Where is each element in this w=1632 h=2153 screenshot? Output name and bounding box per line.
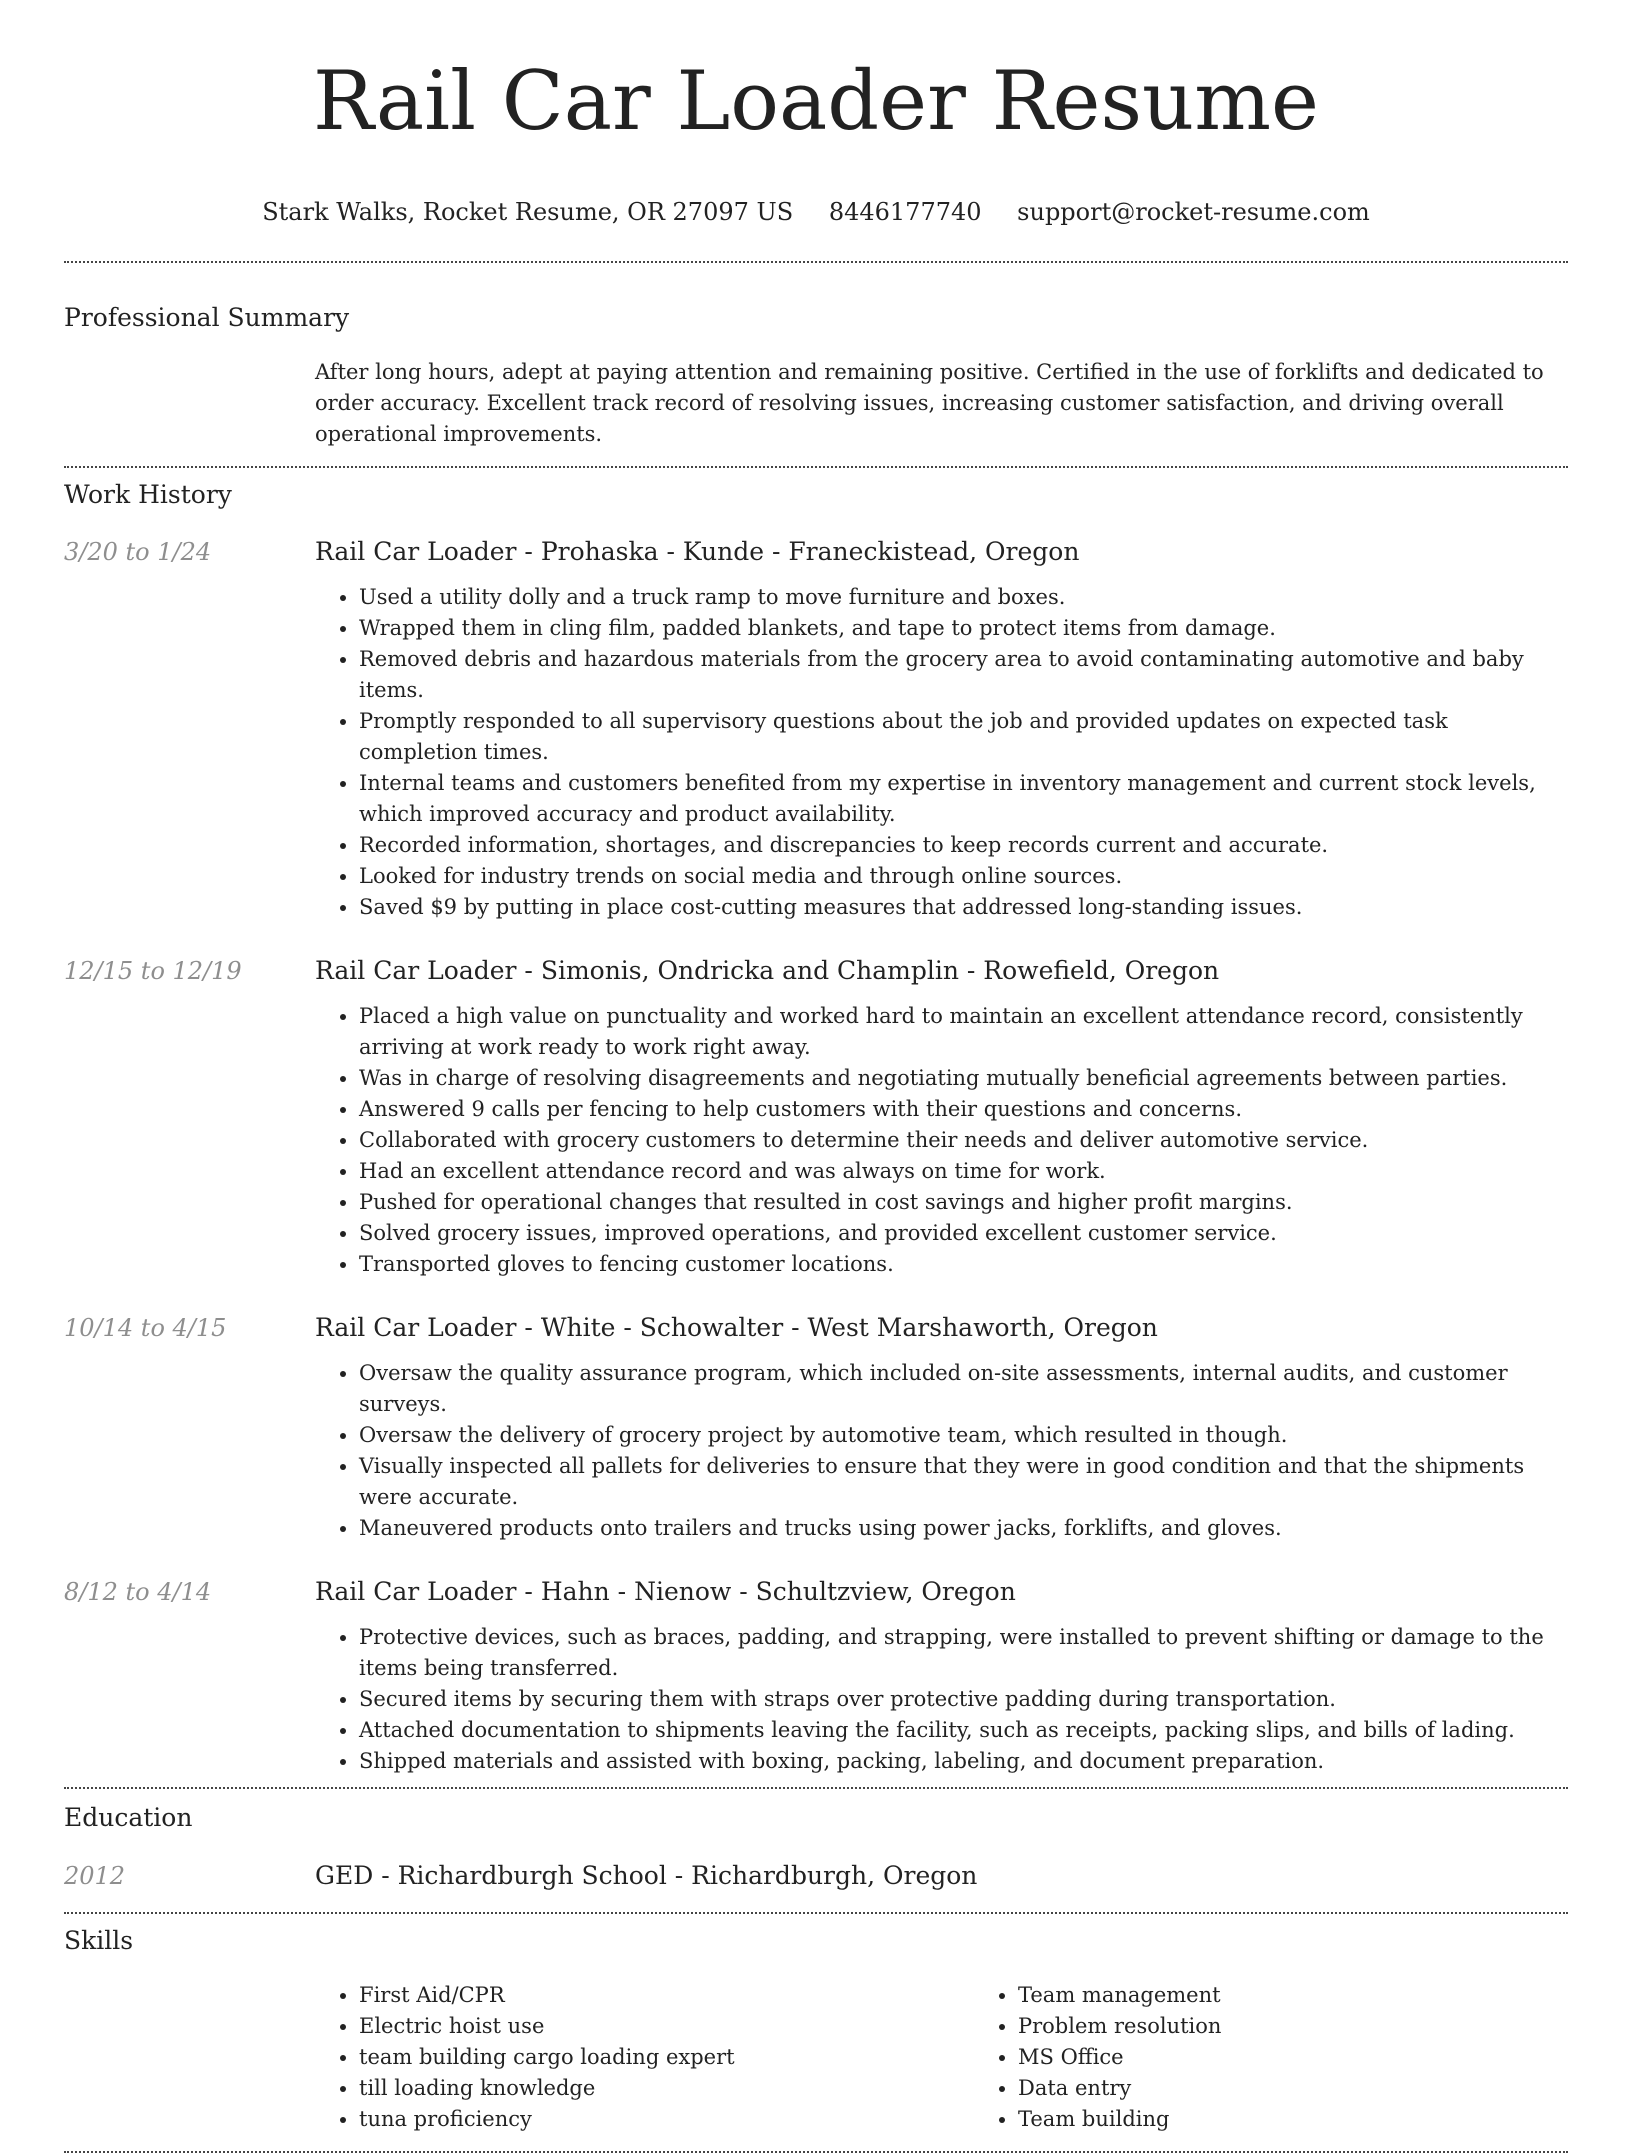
job-entry [64,956,1568,1280]
list-item: • Maneuvered products onto trailers and trucks using power jacks, forklifts, and gloves. [359,1513,1568,1544]
education-entry: GED - Richardburgh School - Richardburgh, Oregon [315,1861,978,1890]
skill-item: • team building cargo loading expert [359,2042,974,2073]
list-item: • Solved grocery issues, improved operations, and provided excellent customer service. [359,1218,1568,1249]
job-entry [64,1313,1568,1544]
list-item: • Removed debris and hazardous materials from the grocery area to avoid contaminating automotive and baby items. [359,644,1568,706]
job-title: Rail Car Loader - Simonis, Ondricka and Champlin - Rowefield, Oregon [315,956,1220,985]
skill-item: • First Aid/CPR [359,1980,974,2011]
job-dates: 10/14 to 4/15 [64,1314,227,1342]
list-item: • Placed a high value on punctuality and worked hard to maintain an excellent attendance record, consistently arriving at work ready to work right away. [359,1001,1568,1063]
contact-email: support@rocket-resume.com [1017,198,1370,226]
summary-spacer [64,357,315,450]
list-item: • Used a utility dolly and a truck ramp to move furniture and boxes. [359,582,1568,613]
summary-section [64,303,1568,450]
skill-item: • Problem resolution [1018,2011,1632,2042]
job-entry [64,537,1568,923]
job-dates: 12/15 to 12/19 [64,957,242,985]
divider [64,466,1568,468]
list-item: • Collaborated with grocery customers to determine their needs and deliver automotive service. [359,1125,1568,1156]
job-dates: 3/20 to 1/24 [64,538,212,566]
list-item: • Wrapped them in cling film, padded blankets, and tape to protect items from damage. [359,613,1568,644]
divider [64,261,1568,263]
skill-item: • till loading knowledge [359,2073,974,2104]
work-history-section [64,480,1568,1777]
divider [64,1787,1568,1789]
contact-phone: 8446177740 [828,198,982,226]
job-bullets [315,1001,1568,1280]
list-item: • Attached documentation to shipments leaving the facility, such as receipts, packing slips, and bills of lading. [359,1715,1568,1746]
list-item: • Promptly responded to all supervisory questions about the job and provided updates on expected task completion times. [359,706,1568,768]
divider [64,1912,1568,1914]
job-title: Rail Car Loader - White - Schowalter - West Marshaworth, Oregon [315,1313,1158,1342]
job-title: Rail Car Loader - Prohaska - Kunde - Franeckistead, Oregon [315,537,1080,566]
education-section [64,1803,1568,1891]
job-bullets [315,1622,1568,1777]
skill-item: • Electric hoist use [359,2011,974,2042]
job-bullets [315,1358,1568,1544]
skill-item: • Data entry [1018,2073,1632,2104]
list-item: • Transported gloves to fencing customer locations. [359,1249,1568,1280]
resume-page [64,0,1568,2153]
list-item: • Had an excellent attendance record and was always on time for work. [359,1156,1568,1187]
list-item: • Shipped materials and assisted with boxing, packing, labeling, and document preparation. [359,1746,1568,1777]
skill-item: • Team building [1018,2104,1632,2135]
skill-item: • MS Office [1018,2042,1632,2073]
list-item: • Oversaw the delivery of grocery project by automotive team, which resulted in though. [359,1420,1568,1451]
education-year: 2012 [64,1862,126,1890]
list-item: • Internal teams and customers benefited from my expertise in inventory management and current stock levels, which improved accuracy and product availability. [359,768,1568,830]
job-entry [64,1577,1568,1777]
job-title: Rail Car Loader - Hahn - Nienow - Schultzview, Oregon [315,1577,1016,1606]
education-heading: Education [64,1803,193,1832]
summary-heading: Professional Summary [64,303,350,332]
job-dates: 8/12 to 4/14 [64,1578,212,1606]
contact-line [64,197,1568,227]
list-item: • Was in charge of resolving disagreements and negotiating mutually beneficial agreements between parties. [359,1063,1568,1094]
skills-section [64,1926,1568,2135]
job-bullets [315,582,1568,923]
skills-heading: Skills [64,1926,134,1955]
list-item: • Secured items by securing them with straps over protective padding during transportation. [359,1684,1568,1715]
page-title: Rail Car Loader Resume [313,55,1319,149]
work-history-heading: Work History [64,480,232,509]
list-item: • Recorded information, shortages, and discrepancies to keep records current and accurate. [359,830,1568,861]
list-item: • Protective devices, such as braces, padding, and strapping, were installed to prevent shifting or damage to the items being transferred. [359,1622,1568,1684]
summary-text: After long hours, adept at paying attention and remaining positive. Certified in the use of forklifts and dedicated to order accuracy. Excellent track record of resolving issues, increasing customer satisfaction, and driving overall operational improvements. [315,360,1544,446]
contact-address: Stark Walks, Rocket Resume, OR 27097 US [262,198,794,226]
list-item: • Saved $9 by putting in place cost-cutting measures that addressed long-standing issues. [359,892,1568,923]
list-item: • Pushed for operational changes that resulted in cost savings and higher profit margins. [359,1187,1568,1218]
list-item: • Visually inspected all pallets for deliveries to ensure that they were in good condition and that the shipments were accurate. [359,1451,1568,1513]
list-item: • Answered 9 calls per fencing to help customers with their questions and concerns. [359,1094,1568,1125]
skill-item: • tuna proficiency [359,2104,974,2135]
list-item: • Looked for industry trends on social media and through online sources. [359,861,1568,892]
list-item: • Oversaw the quality assurance program, which included on-site assessments, internal audits, and customer surveys. [359,1358,1568,1420]
skill-item: • Team management [1018,1980,1632,2011]
